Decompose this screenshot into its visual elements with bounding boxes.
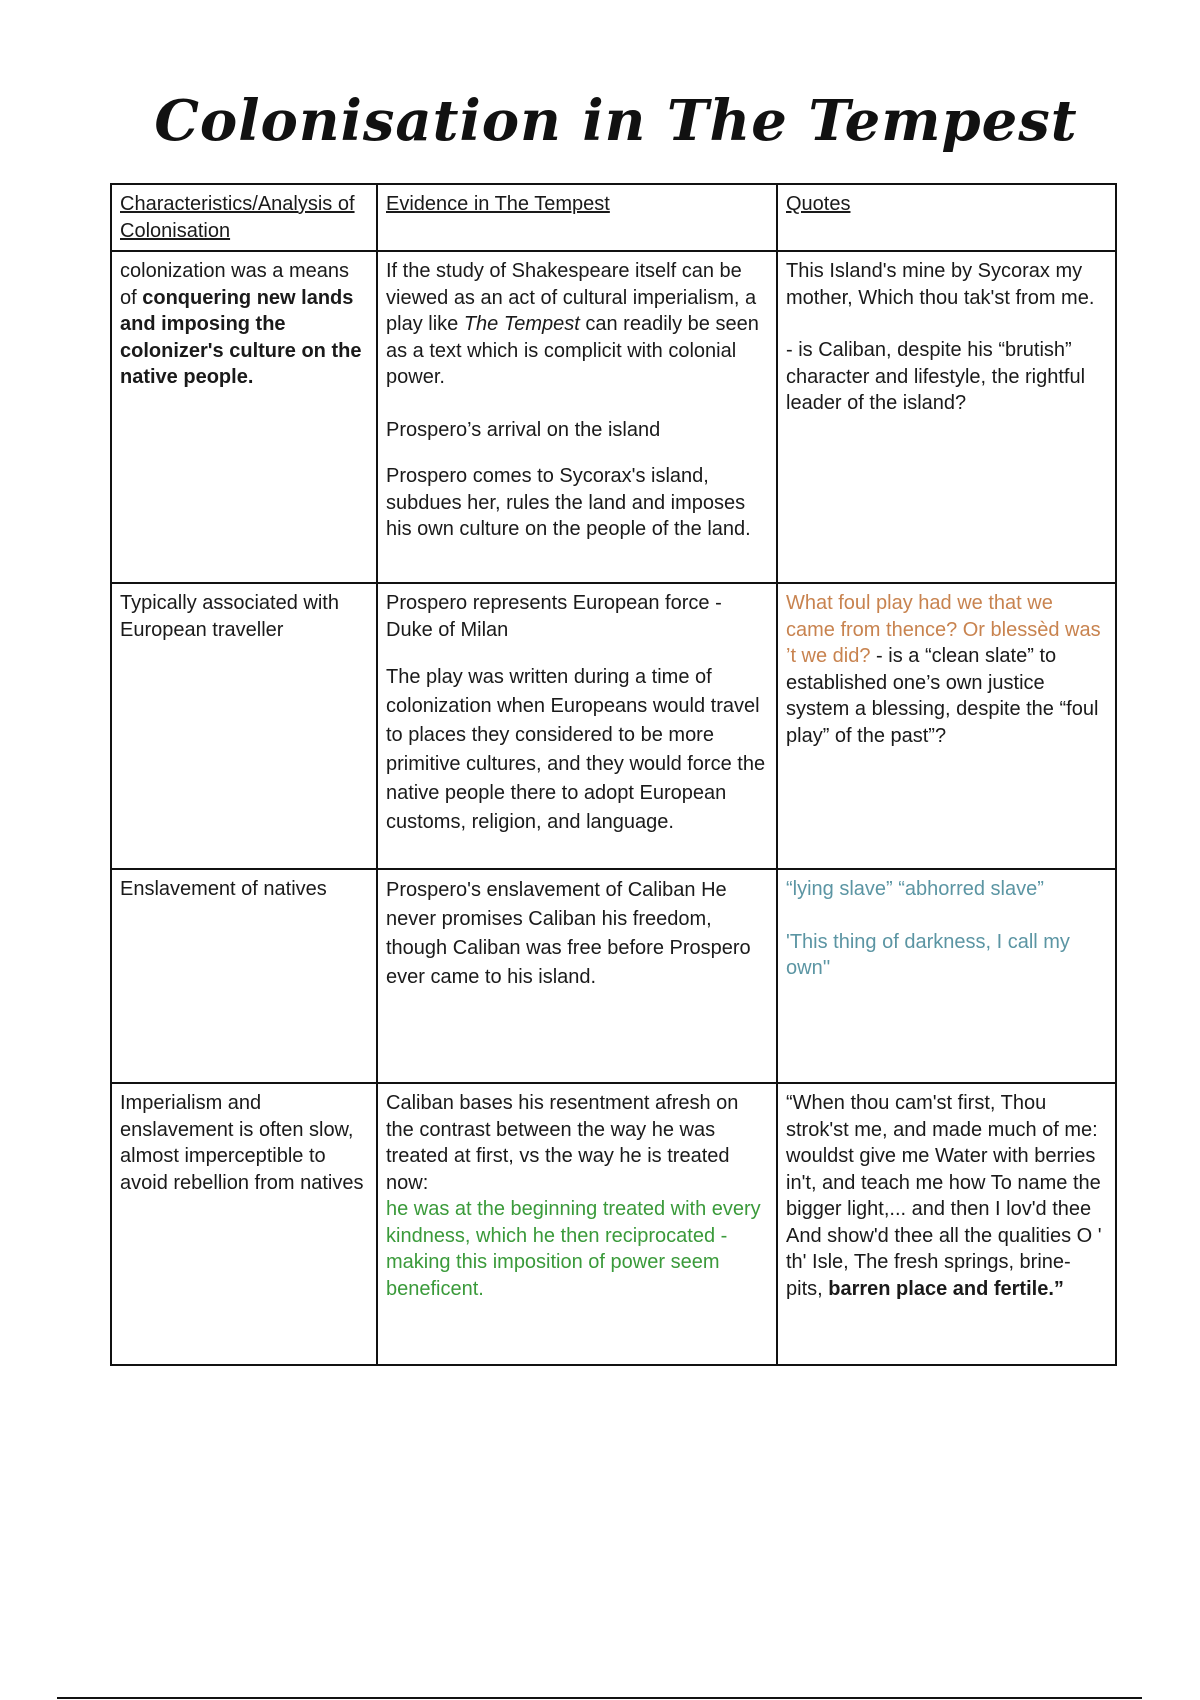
row2-characteristic: Typically associated with European traveller [111, 583, 377, 869]
row1-characteristic: colonization was a means of conquering new lands and imposing the colonizer's culture on the native people. [111, 251, 377, 583]
table-header-row [111, 184, 1116, 251]
header-evidence: Evidence in The Tempest [377, 184, 777, 251]
table-row [111, 251, 1116, 583]
row1-evidence: If the study of Shakespeare itself can be viewed as an act of cultural imperialism, a play like The Tempest can readily be seen as a text which is complicit with colonial power. Prospero’s arrival on the island Prospero comes to Sycorax's island, subdues her, rules the land and imposes his own culture on the people of the land. [377, 251, 777, 583]
header-quotes: Quotes [777, 184, 1116, 251]
table-row [111, 583, 1116, 869]
table-row [111, 869, 1116, 1083]
row3-characteristic: Enslavement of natives [111, 869, 377, 1083]
footer-divider [57, 1697, 1142, 1699]
row2-quotes: What foul play had we that we came from thence? Or blessèd was ’t we did? - is a “clean slate” to established one’s own justice system a blessing, despite the “foul play” of the past”? [777, 583, 1116, 869]
row4-evidence: Caliban bases his resentment afresh on the contrast between the way he was treated at first, vs the way he is treated now: he was at the beginning treated with every kindness, which he then reciprocated - making this imposition of power seem beneficent. [377, 1083, 777, 1365]
row2-evidence: Prospero represents European force - Duke of Milan The play was written during a time of colonization when Europeans would travel to places they considered to be more primitive cultures, and they would force the native people there to adopt European customs, religion, and language. [377, 583, 777, 869]
header-characteristics: Characteristics/Analysis of Colonisation [111, 184, 377, 251]
row3-quotes: “lying slave” “abhorred slave” 'This thing of darkness, I call my own'' [777, 869, 1116, 1083]
table-row [111, 1083, 1116, 1365]
row3-evidence: Prospero's enslavement of Caliban He never promises Caliban his freedom, though Caliban was free before Prospero ever came to his island. [377, 869, 777, 1083]
row4-quotes: “When thou cam'st first, Thou strok'st me, and made much of me: wouldst give me Water with berries in't, and teach me how To name the bigger light,... and then I lov'd thee And show'd thee all the qualities O ' th' Isle, The fresh springs, brine-pits, barren place and fertile.” [777, 1083, 1116, 1365]
page-title: Colonisation in The Tempest [154, 88, 1078, 154]
row4-characteristic: Imperialism and enslavement is often slow, almost imperceptible to avoid rebellion from natives [111, 1083, 377, 1365]
colonisation-table [110, 183, 1117, 1366]
row1-quotes: This Island's mine by Sycorax my mother, Which thou tak'st from me. - is Caliban, despite his “brutish” character and lifestyle, the rightful leader of the island? [777, 251, 1116, 583]
